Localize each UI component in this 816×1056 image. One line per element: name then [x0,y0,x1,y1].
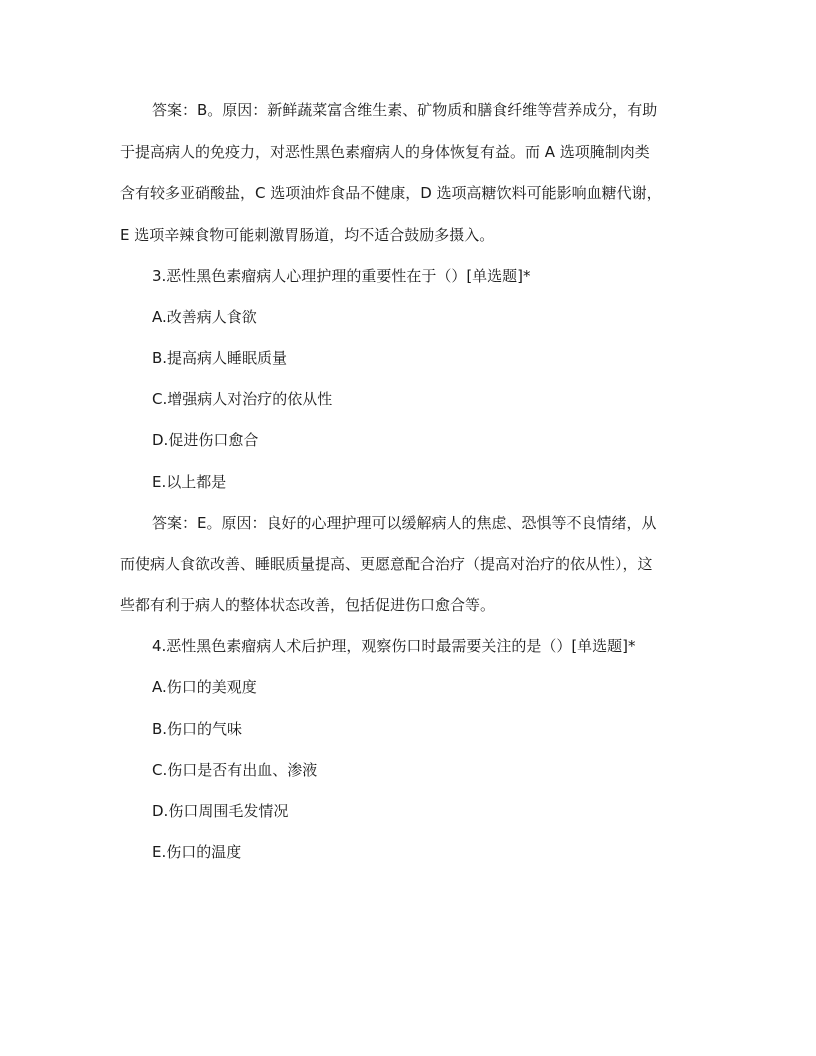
question-3-option-b: B.提高病人睡眠质量 [152,349,288,367]
question-4-option-d: D.伤口周围毛发情况 [152,802,289,820]
answer-3-line-2: 而使病人食欲改善、睡眠质量提高、更愿意配合治疗（提高对治疗的依从性），这 [120,555,653,573]
question-4-option-b: B.伤口的气味 [152,720,243,738]
question-3-stem: 3.恶性黑色素瘤病人心理护理的重要性在于（）[单选题]* [152,267,531,285]
question-4-stem: 4.恶性黑色素瘤病人术后护理，观察伤口时最需要关注的是（）[单选题]* [152,637,636,655]
question-3-option-c: C.增强病人对治疗的依从性 [152,390,333,408]
answer-2-line-1: 答案：B。原因：新鲜蔬菜富含维生素、矿物质和膳食纤维等营养成分，有助 [152,101,658,119]
answer-2-line-2: 于提高病人的免疫力，对恶性黑色素瘤病人的身体恢复有益。而 A 选项腌制肉类 [120,143,650,161]
answer-3-line-1: 答案：E。原因：良好的心理护理可以缓解病人的焦虑、恐惧等不良情绪，从 [152,514,657,532]
question-4-option-e: E.伤口的温度 [152,843,242,861]
question-3-option-d: D.促进伤口愈合 [152,431,259,449]
question-3-option-a: A.改善病人食欲 [152,308,257,326]
answer-2-line-4: E 选项辛辣食物可能刺激胃肠道，均不适合鼓励多摄入。 [120,226,495,244]
question-4-option-c: C.伤口是否有出血、渗液 [152,761,318,779]
answer-2-line-3: 含有较多亚硝酸盐，C 选项油炸食品不健康，D 选项高糖饮料可能影响血糖代谢， [120,184,662,202]
answer-3-line-3: 些都有利于病人的整体状态改善，包括促进伤口愈合等。 [120,596,496,614]
question-4-option-a: A.伤口的美观度 [152,678,257,696]
question-3-option-e: E.以上都是 [152,473,227,491]
